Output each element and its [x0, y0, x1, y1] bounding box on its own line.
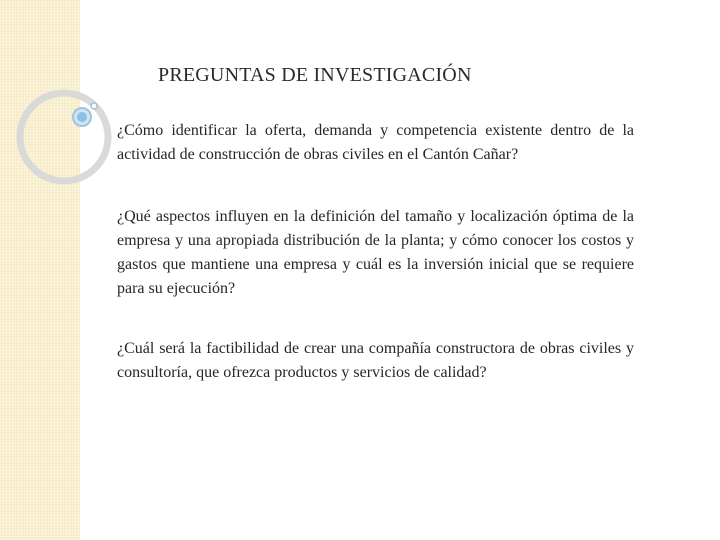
slide-title: PREGUNTAS DE INVESTIGACIÓN [158, 64, 472, 86]
question-3: ¿Cuál será la factibilidad de crear una compañía constructora de obras civiles y consultoría, que ofrezca productos y servicios de calidad? [117, 339, 634, 382]
questions-block [117, 119, 634, 385]
small-bubble-core-shape [77, 112, 87, 122]
question-2: ¿Qué aspectos influyen en la definición del tamaño y localización óptima de la empresa y una apropiada distribución de la planta; y cómo conocer los costos y gastos que mantiene una empresa y cuál es la inversión inicial que se requiere para su ejecución? [117, 207, 634, 298]
tiny-bubble-shape [91, 103, 97, 109]
question-1: ¿Cómo identificar la oferta, demanda y competencia existente dentro de la actividad de construcción de obras civiles en el Cantón Cañar? [117, 122, 634, 164]
